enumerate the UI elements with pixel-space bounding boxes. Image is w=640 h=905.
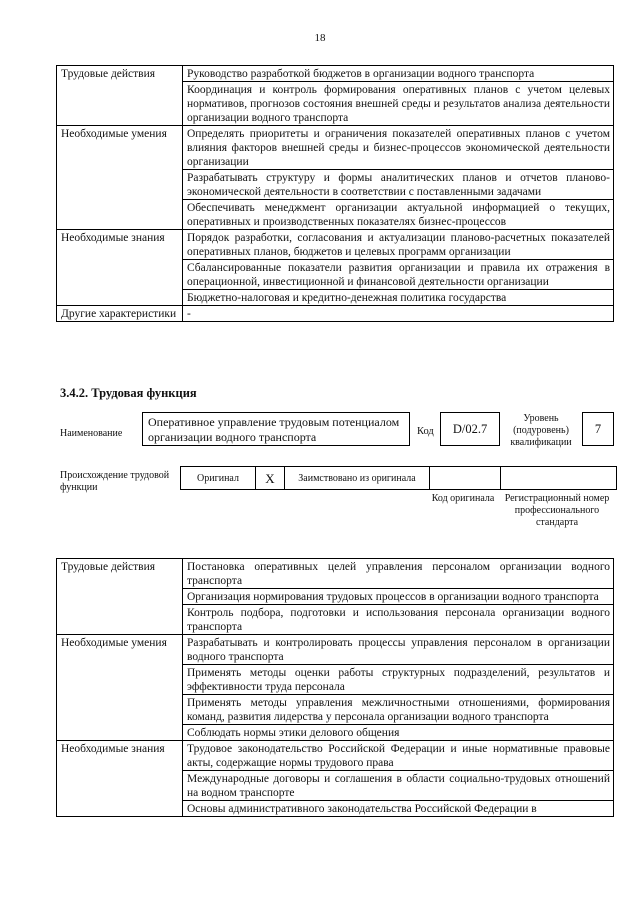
table-row	[57, 306, 614, 322]
table-cell: Основы административного законодательства Российской Федерации в	[183, 801, 614, 817]
table-cell: Разрабатывать структуру и формы аналитических планов и отчетов планово-экономической деятельности в соответствии с поставленными задачами	[183, 170, 614, 200]
table-cell: Трудовое законодательство Российской Федерации и иные нормативные правовые акты, содержащие нормы трудового права	[183, 741, 614, 771]
row-label: Трудовые действия	[57, 66, 183, 126]
table-cell: Международные договоры и соглашения в области социально-трудовых отношений на водном транспорте	[183, 771, 614, 801]
table-cell: Применять методы управления межличностными отношениями, формирования команд, развития лидерства у персонала организации водного транспорта	[183, 695, 614, 725]
original-code-cell	[429, 466, 501, 490]
code-original-caption: Код оригинала	[431, 493, 495, 504]
table-cell: Порядок разработки, согласования и актуализации планово-расчетных показателей оперативных планов, бюджетов и целевых программ организации	[183, 230, 614, 260]
function-level: 7	[582, 412, 614, 446]
original-cell: Оригинал	[180, 466, 256, 490]
table-cell: Сбалансированные показатели развития организации и правила их отражения в операционной, инвестиционной и финансовой деятельности организации	[183, 260, 614, 290]
table-cell: Координация и контроль формирования оперативных планов с учетом целевых нормативов, прогнозов состояния внешней среды и результатов анализа деятельности организации водного транспорта	[183, 82, 614, 126]
table-row	[57, 741, 614, 771]
table-cell: Организация нормирования трудовых процессов в организации водного транспорта	[183, 589, 614, 605]
row-label: Необходимые умения	[57, 126, 183, 230]
table-row	[57, 230, 614, 260]
table-cell: Руководство разработкой бюджетов в организации водного транспорта	[183, 66, 614, 82]
row-label: Необходимые умения	[57, 635, 183, 741]
table-cell: Постановка оперативных целей управления персоналом организации водного транспорта	[183, 559, 614, 589]
table-cell: Бюджетно-налоговая и кредитно-денежная политика государства	[183, 290, 614, 306]
table-row	[57, 559, 614, 589]
table-cell: Соблюдать нормы этики делового общения	[183, 725, 614, 741]
origin-label: Происхождение трудовой функции	[60, 470, 170, 493]
requirements-table-2	[56, 558, 614, 817]
table-row	[57, 66, 614, 82]
table-cell: Обеспечивать менеджмент организации актуальной информацией о текущих, оперативных и производственных показателях бизнес-процессов	[183, 200, 614, 230]
row-label: Необходимые знания	[57, 230, 183, 306]
page-number: 18	[314, 32, 326, 44]
table-cell: -	[183, 306, 614, 322]
table-cell: Контроль подбора, подготовки и использования персонала организации водного транспорта	[183, 605, 614, 635]
row-label: Другие характеристики	[57, 306, 183, 322]
table-cell: Применять методы оценки работы структурных подразделений, результатов и эффективности труда персонала	[183, 665, 614, 695]
table-cell: Разрабатывать и контролировать процессы управления персоналом в организации водного транспорта	[183, 635, 614, 665]
registration-number-cell	[500, 466, 617, 490]
registration-number-caption: Регистрационный номер профессионального стандарта	[504, 493, 610, 528]
table-cell: Определять приоритеты и ограничения показателей оперативных планов с учетом влияния факторов внешней среды и бизнес-процессов экономической деятельности организации	[183, 126, 614, 170]
table-row	[57, 126, 614, 170]
row-label: Трудовые действия	[57, 559, 183, 635]
original-mark: X	[255, 466, 285, 490]
table-row	[57, 635, 614, 665]
row-label: Необходимые знания	[57, 741, 183, 817]
level-label: Уровень (подуровень) квалификации	[510, 413, 572, 448]
function-code: D/02.7	[440, 412, 500, 446]
name-label: Наименование	[60, 428, 123, 439]
section-title: 3.4.2. Трудовая функция	[60, 386, 197, 400]
requirements-table-1	[56, 65, 614, 322]
origin-row	[180, 466, 617, 490]
function-name: Оперативное управление трудовым потенциалом организации водного транспорта	[142, 412, 410, 446]
borrowed-cell: Заимствовано из оригинала	[284, 466, 430, 490]
code-label: Код	[417, 426, 434, 437]
